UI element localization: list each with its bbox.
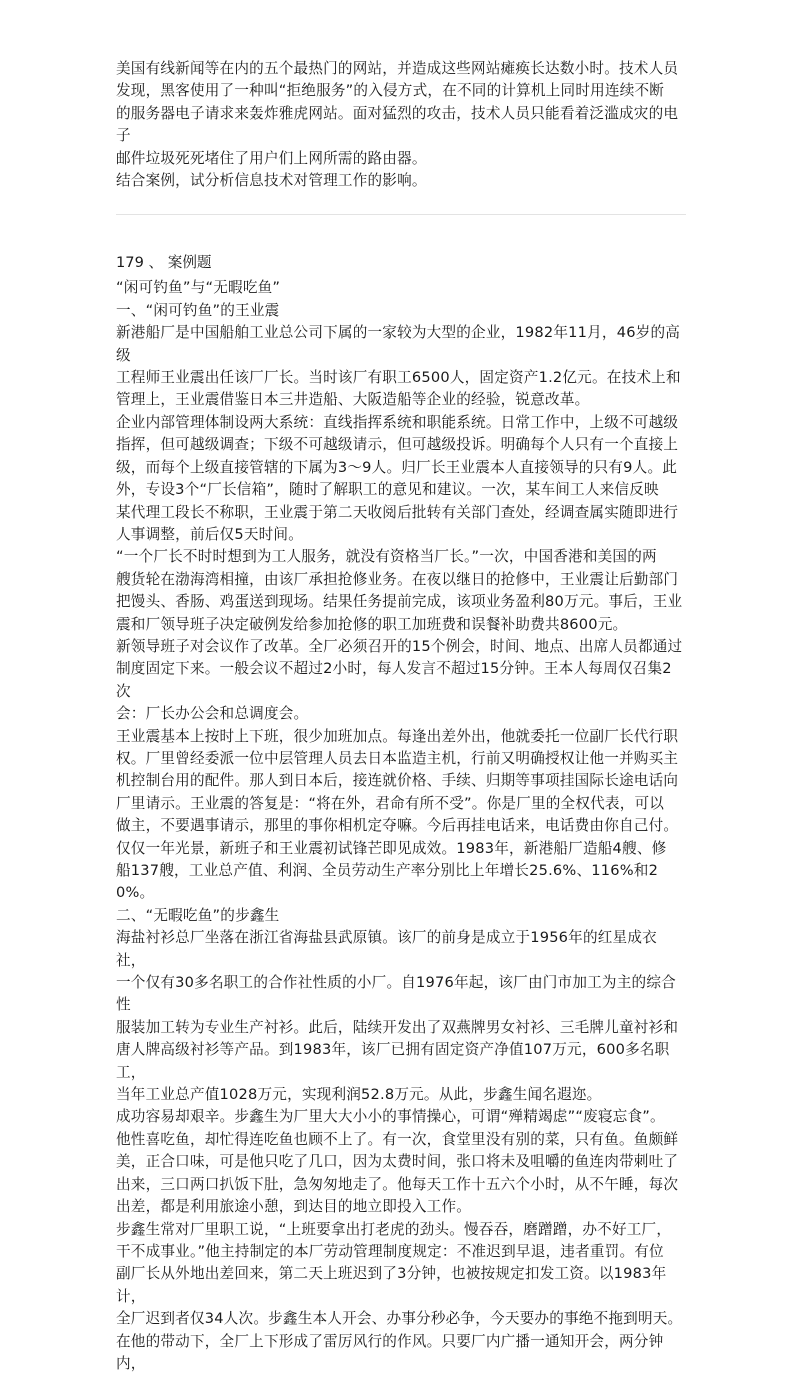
text-line: 级，而每个上级直接管辖的下属为3～9人。归厂长王业震本人直接领导的只有9人。此 bbox=[116, 458, 678, 476]
text-line: 某代理工段长不称职，王业震于第二天收阅后批转有关部门查处，经调查属实随即进行 bbox=[116, 503, 679, 521]
text-line: 干不成事业。”他主持制定的本厂劳动管理制度规定：不准迟到早退，违者重罚。有位 bbox=[116, 1242, 664, 1260]
text-line: 的服务器电子请求来轰炸雅虎网站。面对猛烈的攻击，技术人员只能看着泛滥成灾的电子 bbox=[116, 104, 679, 145]
text-line: 工程师王业震出任该厂厂长。当时该厂有职工6500人，固定资产1.2亿元。在技术上和 bbox=[116, 369, 681, 387]
text-line: 唐人牌高级衬衫等产品。到1983年，该厂已拥有固定资产净值107万元，600多名职工， bbox=[116, 1041, 670, 1081]
question-line: 结合案例，试分析信息技术对管理工作的影响。 bbox=[116, 172, 427, 190]
text-line: 步鑫生常对厂里职工说，“上班要拿出打老虎的劲头。慢吞吞，磨蹭蹭，办不好工厂， bbox=[116, 1220, 672, 1238]
text-line: 出来，三口两口扒饭下肚，急匆匆地走了。他每天工作十五六个小时，从不午睡，每次 bbox=[116, 1175, 679, 1193]
section-divider bbox=[116, 214, 686, 215]
text-line: 制度固定下来。一般会议不超过2小时，每人发言不超过15分钟。王本人每周仅召集2次 bbox=[116, 660, 672, 700]
text-line: 权。厂里曾经委派一位中层管理人员去日本监造主机，行前又明确授权让他一并购买主 bbox=[116, 749, 679, 767]
text-line: 在他的带动下，全厂上下形成了雷厉风行的作风。只要厂内广播一通知开会，两分钟内， bbox=[116, 1332, 664, 1372]
text-line: 企业内部管理体制设两大系统：直线指挥系统和职能系统。日常工作中，上级不可越级 bbox=[116, 413, 679, 431]
text-line: 会：厂长办公会和总调度会。 bbox=[116, 705, 309, 723]
text-line: 邮件垃圾死死堵住了用户们上网所需的路由器。 bbox=[116, 149, 427, 167]
case-title: “闲可钓鱼”与“无暇吃鱼” bbox=[116, 279, 281, 297]
text-line: 把馒头、香肠、鸡蛋送到现场。结果任务提前完成，该项业务盈利80万元。事后，王业 bbox=[116, 593, 683, 611]
text-line: “一个厂长不时时想到为工人服务，就没有资格当厂长。”一次，中国香港和美国的两 bbox=[116, 548, 657, 566]
text-line: 人事调整，前后仅5天时间。 bbox=[116, 525, 304, 543]
document-page bbox=[116, 58, 686, 1375]
text-line: 新领导班子对会议作了改革。全厂必须召开的15个例会，时间、地点、出席人员都通过 bbox=[116, 637, 683, 655]
section-heading: 二、“无暇吃鱼”的步鑫生 bbox=[116, 906, 280, 924]
text-line: 美，正合口味，可是他只吃了几口，因为太费时间，张口将未及咀嚼的鱼连肉带刺吐了 bbox=[116, 1153, 679, 1171]
text-line: 指挥，但可越级调查；下级不可越级请示，但可越级投诉。明确每个人只有一个直接上 bbox=[116, 436, 679, 454]
text-line: 机控制台用的配件。那人到日本后，接连就价格、手续、归期等事项挂国际长途电话向 bbox=[116, 772, 679, 790]
text-line: 王业震基本上按时上下班，很少加班加点。每逢出差外出，他就委托一位副厂长代行职 bbox=[116, 727, 679, 745]
text-line: 成功容易却艰辛。步鑫生为厂里大大小小的事情操心，可谓“殚精竭虑”“废寝忘食”。 bbox=[116, 1108, 665, 1126]
text-line: 海盐衬衫总厂坐落在浙江省海盐县武原镇。该厂的前身是成立于1956年的红星成衣社， bbox=[116, 929, 657, 969]
text-line: 船137艘，工业总产值、利润、全员劳动生产率分别比上年增长25.6%、116%和20%。 bbox=[116, 862, 659, 902]
text-line: 副厂长从外地出差回来，第二天上班迟到了3分钟，也被按规定扣发工资。以1983年计， bbox=[116, 1265, 667, 1305]
text-line: 震和厂领导班子决定破例发给参加抢修的职工加班费和误餐补助费共8600元。 bbox=[116, 615, 628, 633]
text-line: 厂里请示。王业震的答复是：“将在外，君命有所不受”。你是厂里的全权代表，可以 bbox=[116, 794, 665, 812]
text-line: 一个仅有30多名职工的合作社性质的小厂。自1976年起，该厂由门市加工为主的综合性 bbox=[116, 974, 676, 1014]
text-line: 管理上，王业震借鉴日本三井造船、大阪造船等企业的经验，锐意改革。 bbox=[116, 391, 590, 409]
text-line: 发现，黑客使用了一种叫“拒绝服务”的入侵方式，在不同的计算机上同时用连续不断 bbox=[116, 82, 665, 100]
text-line: 服装加工转为专业生产衬衫。此后，陆续开发出了双燕牌男女衬衫、三毛牌儿童衬衫和 bbox=[116, 1018, 679, 1036]
text-line: 他性喜吃鱼，却忙得连吃鱼也顾不上了。有一次，食堂里没有别的菜，只有鱼。鱼颇鲜 bbox=[116, 1130, 679, 1148]
text-line: 外，专设3个“厂长信箱”，随时了解职工的意见和建议。一次，某车间工人来信反映 bbox=[116, 481, 659, 499]
case-body bbox=[116, 300, 686, 1375]
text-line: 做主，不要遇事请示，那里的事你相机定夺嘛。今后再挂电话来，电话费由你自己付。 bbox=[116, 817, 679, 835]
intro-paragraph bbox=[116, 58, 686, 192]
text-line: 新港船厂是中国船舶工业总公司下属的一家较为大型的企业，1982年11月，46岁的高级 bbox=[116, 324, 681, 364]
text-line: 仅仅一年光景，新班子和王业震初试锋芒即见成效。1983年，新港船厂造船4艘、修 bbox=[116, 839, 667, 857]
text-line: 全厂迟到者仅34人次。步鑫生本人开会、办事分秒必争，今天要办的事绝不拖到明天。 bbox=[116, 1310, 683, 1328]
section-heading: 一、“闲可钓鱼”的王业震 bbox=[116, 301, 280, 319]
case-number-heading: 179 、 案例题 bbox=[116, 254, 212, 272]
text-line: 当年工业总产值1028万元，实现利润52.8万元。从此，步鑫生闻名遐迩。 bbox=[116, 1086, 602, 1104]
text-line: 美国有线新闻等在内的五个最热门的网站，并造成这些网站瘫痪长达数小时。技术人员 bbox=[116, 60, 679, 77]
text-line: 艘货轮在渤海湾相撞，由该厂承担抢修业务。在夜以继日的抢修中，王业震让后勤部门 bbox=[116, 570, 679, 588]
text-line: 出差，都是利用旅途小憩，到达目的地立即投入工作。 bbox=[116, 1198, 472, 1216]
